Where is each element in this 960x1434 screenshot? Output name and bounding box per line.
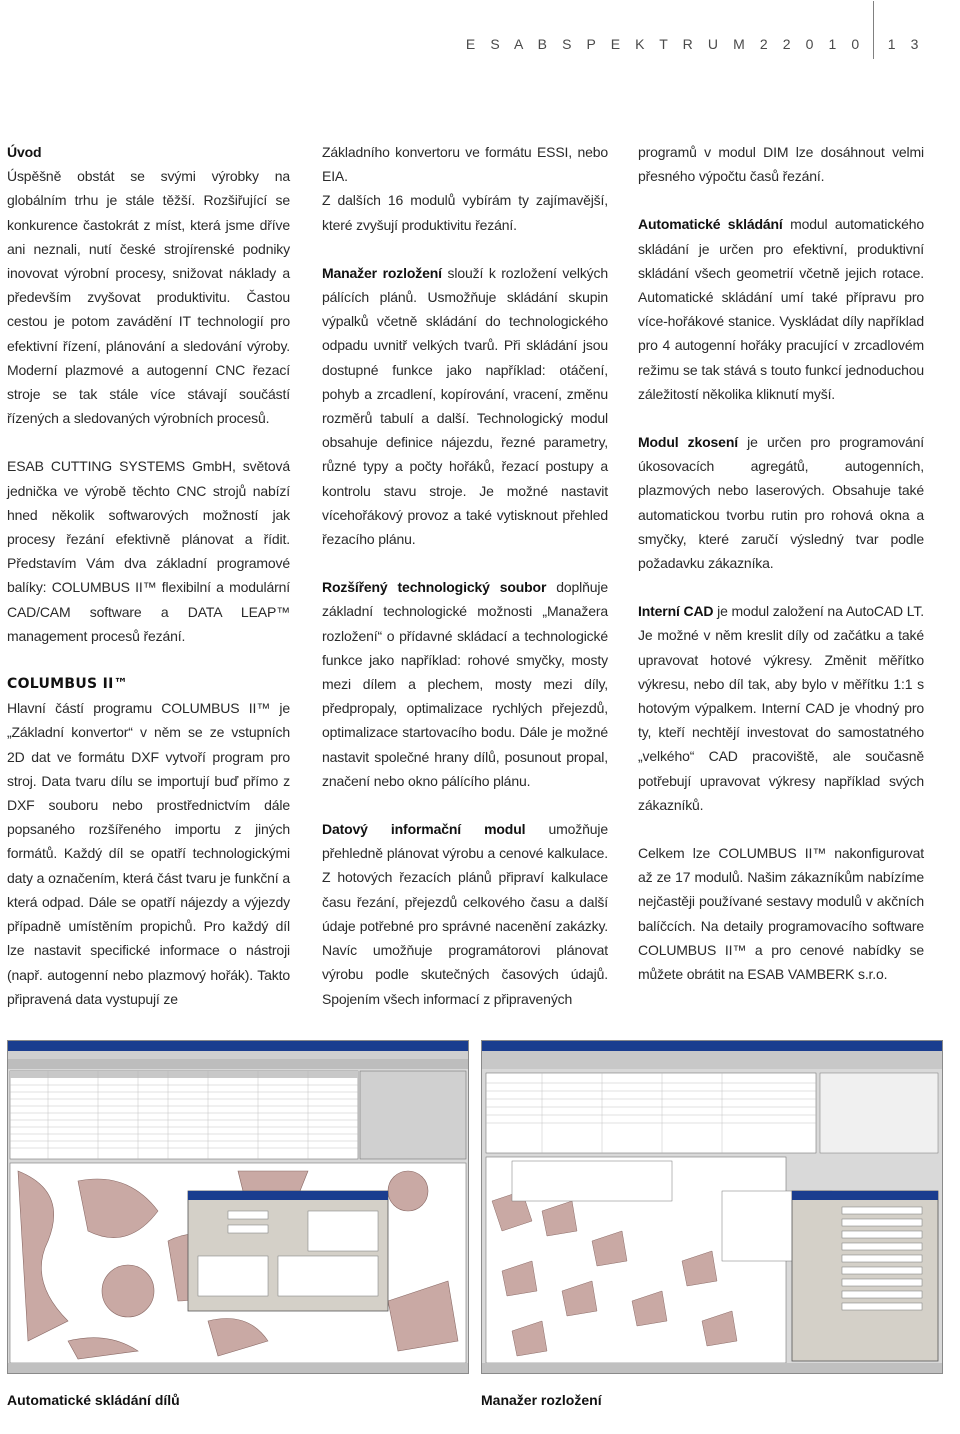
col3-paragraph-1: programů v modul DIM lze dosáhnout velmi přesného výpočtu časů řezání.	[638, 144, 924, 185]
caption-automatic-nesting: Automatické skládání dílů	[7, 1392, 180, 1408]
datovy-text: umožňuje přehledně plánovat výrobu a cenové kalkulace. Z hotových řezacích plánů připraví kalkulace času řezání, přejezdů celkového času a další údaje potřebné pro správné nacenění zakázky. Navíc umožňuje programátorovi plánovat výrobu podle skutečných časových údajů. Spojením všech informací z připravených	[322, 821, 608, 1007]
uvod-paragraph-1: Úspěšně obstát se svými výrobky na globálním trhu je stále těžší. Rozšiřující se konkurence častokrát z míst, která jsme dříve ani neznali, nutí české strojírenské podniky inovovat výrobní procesy, snižovat náklady a především zvyšovat produktivitu. Častou cestou je potom zavádění IT technologií pro efektivní řízení, plánování a sledování výroby. Moderní plazmové a autogenní CNC řezací stroje se tak stále více stávají součástí řízených a sledovaných výrobních procesů.	[7, 168, 290, 427]
column-2	[322, 140, 608, 1011]
rozsireny-text: doplňuje základní technologické možnosti „Manažera rozložení“ o přídavné skládací a technologické funkce jako například: rohové smyčky, mosty mezi dílem a plechem, mosty mezi díly, předpropaly, optimalizace rychlých přejezdů, optimalizace startovacího bodu. Dále je možné nastavit společné hrany dílů, posunout propal, značení nebo okno pálícího plánu.	[322, 579, 608, 789]
page-header	[466, 32, 924, 56]
cad-keyword: Interní CAD	[638, 603, 714, 620]
manazer-text: slouží k rozložení velkých pálících plánů. Usmožňuje skládání skupin výpalků včetně skládání do technologického odpadu uvnitř velkých tvarů. Při skládání jsou dostupné funkce jako například: otáčení, pohyb a zrcadlení, kopírování, vracení, změnu rozměrů tabulí a další. Technologický modul obsahuje definice nájezdu, řezné parametry, různé typy a počty hořáků, řezací postupy a kontrolu stavu stroje. Je možné nastavit vícehořákový provoz a také vytisknout přehled řezacího plánu.	[322, 264, 609, 548]
zkoseni-paragraph	[638, 430, 924, 575]
columbus-heading: COLUMBUS II™	[7, 676, 128, 693]
automaticke-keyword: Automatické skládání	[638, 216, 783, 233]
layout-screenshot-image	[482, 1041, 942, 1373]
columbus-paragraph: Hlavní částí programu COLUMBUS II™ je „Základní konvertor“ v něm se ze vstupních 2D dat ve formátu DXF vytvoří program pro stroj. Data tvaru dílu se importují buď přímo z DXF souboru nebo prostřednictvím dále popsaného rozšířeného importu z jiných formátů. Každý díl se opatří technologickými daty a označením, která část tvaru je funkční a která odpad. Dále se opatří nájezdy a výjezdy případně umístěním propichů. Pro každý díl lze nastavit specifické informace o nástroji (např. autogenní nebo plazmový hořák). Takto připravená data vystupují ze	[7, 700, 290, 1007]
screenshot-automatic-nesting	[7, 1040, 469, 1374]
column-1	[7, 140, 290, 1011]
col2-paragraph-2: Z dalších 16 modulů vybírám ty zajímavější, které zvyšují produktivitu řezání.	[322, 192, 608, 233]
page-number: 1 3	[887, 36, 924, 52]
screenshot-layout-manager	[481, 1040, 943, 1374]
rozsireny-paragraph	[322, 575, 608, 793]
uvod-paragraph-2: ESAB CUTTING SYSTEMS GmbH, světová jednička ve výrobě těchto CNC strojů nabízí hned několik softwarových možností jak procesy řezání efektivně plánovat a řídit. Představím Vám dva základní programové balíky: COLUMBUS II™ flexibilní a modulární CAD/CAM software a DATA LEAP™ management procesů řezání.	[7, 458, 290, 644]
zkoseni-keyword: Modul zkosení	[638, 434, 738, 451]
col2-paragraph-1: Základního konvertoru ve formátu ESSI, nebo EIA.	[322, 144, 608, 185]
datovy-paragraph	[322, 817, 608, 1011]
uvod-heading: Úvod	[7, 144, 42, 160]
col3-last-paragraph: Celkem lze COLUMBUS II™ nakonfigurovat až ze 17 modulů. Našim zákazníkům nabízíme nejčastěji používané sestavy modulů v akčních balíčcích. Na detaily programovacího software COLUMBUS II™ a pro cenové nabídky se můžete obrátit na ESAB VAMBERK s.r.o.	[638, 845, 924, 983]
header-divider	[873, 1, 874, 59]
automaticke-text: modul automatického skládání je určen pro efektivní, produktivní skládání všech geometrií včetně jejich rotace. Automatické skládání umí také přípravu pro více-hořákové stanice. Vyskládat díly například pro 4 autogenní hořáky pracující v zrcadlovém režimu se tak stává s touto funkcí jednoduchou záležitostí několika kliknutí myší.	[638, 216, 924, 402]
cad-text: je modul založení na AutoCAD LT. Je možné v něm kreslit díly od začátku a také upravovat hotové výkresy. Změnit měřítko výkresu, nebo díl tak, aby bylo v měřítku 1:1 s hotovým výpalkem. Interní CAD je vhodný pro ty, kteří nechtějí investovat do samostatného „velkého“ CAD pracoviště, ale současně potřebují upravovat výkresy například svých zákazníků.	[638, 603, 924, 813]
column-3	[638, 140, 924, 986]
zkoseni-text: je určen pro programování úkosovacích agregátů, autogenních, plazmových nebo laserových. Obsahuje také automatickou tvorbu rutin pro rohová okna a smyčky, které zaručí výsledný tvar podle požadavku zákazníka.	[638, 434, 924, 572]
manazer-keyword: Manažer rozložení	[322, 264, 442, 281]
automaticke-paragraph	[638, 212, 924, 406]
cad-paragraph	[638, 599, 924, 817]
rozsireny-keyword: Rozšířený technologický soubor	[322, 579, 547, 596]
manazer-paragraph	[322, 261, 608, 551]
caption-layout-manager: Manažer rozložení	[481, 1392, 602, 1408]
publication-title: E S A B S P E K T R U M 2 2 0 1 0	[465, 36, 865, 52]
datovy-keyword: Datový informační modul	[322, 821, 526, 838]
nesting-screenshot-image	[8, 1041, 468, 1373]
